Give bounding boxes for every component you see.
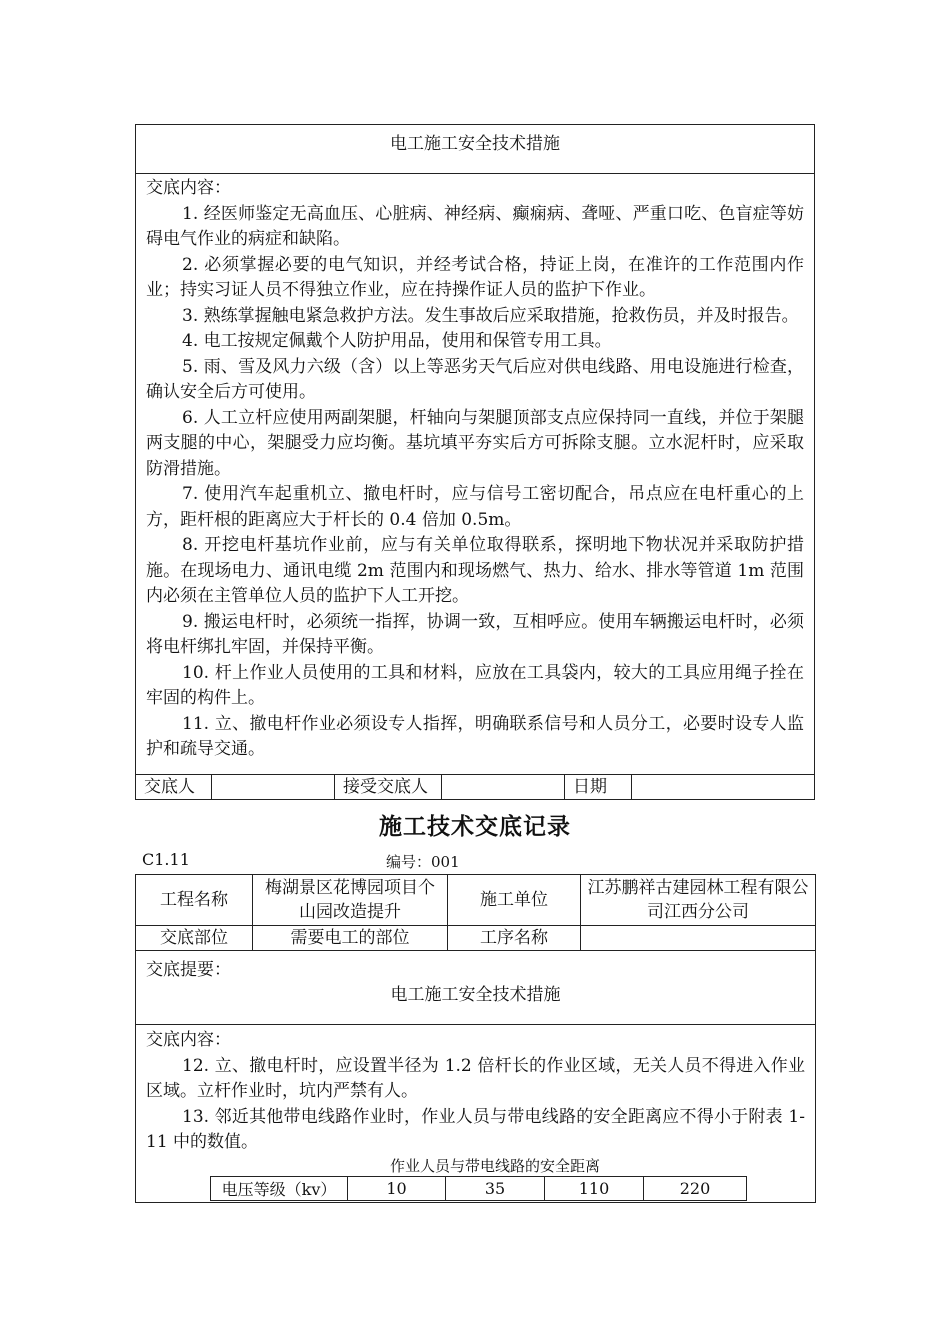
content-paragraph: 12. 立、撤电杆时，应设置半径为 1.2 倍杆长的作业区域，无关人员不得进入作业区域。立杆作业时，坑内严禁有人。 [146, 1055, 805, 1101]
voltage-value: 110 [545, 1177, 644, 1201]
record-code: C1.11 [142, 850, 190, 869]
content-paragraph: 9. 搬运电杆时，必须统一指挥，协调一致，互相呼应。使用车辆搬运电杆时，必须将电杆绑扎牢固，并保持平衡。 [146, 611, 804, 657]
part-label: 交底部位 [136, 926, 253, 951]
voltage-value: 35 [446, 1177, 545, 1201]
content-paragraph: 7. 使用汽车起重机立、撤电杆时，应与信号工密切配合，吊点应在电杆重心的上方，距杆根的距离应大于杆长的 0.4 倍加 0.5m。 [146, 484, 804, 530]
content-paragraph: 5. 雨、雪及风力六级（含）以上等恶劣天气后应对供电线路、用电设施进行检查，确认安全后方可使用。 [146, 356, 804, 402]
content-paragraph: 6. 人工立杆应使用两副架腿，杆轴向与架腿顶部支点应保持同一直线，并位于架腿两支腿的中心，架腿受力应均衡。基坑填平夯实后方可拆除支腿。立水泥杆时，应采取防滑措施。 [146, 407, 804, 479]
voltage-value: 220 [644, 1177, 747, 1201]
part-value: 需要电工的部位 [253, 926, 448, 951]
top-title-cell [135, 124, 815, 174]
content-paragraph: 10. 杆上作业人员使用的工具和材料，应放在工具袋内，较大的工具应用绳子拴在牢固的构件上。 [146, 662, 804, 708]
record-content-label: 交底内容： [146, 1030, 231, 1050]
content-paragraph: 13. 邻近其他带电线路作业时，作业人员与带电线路的安全距离应不得小于附表 1-11 中的数值。 [146, 1106, 805, 1152]
top-content-cell [135, 173, 815, 775]
content-paragraph: 4. 电工按规定佩戴个人防护用品，使用和保管专用工具。 [182, 331, 612, 351]
summary-cell [135, 949, 816, 1025]
content-paragraph: 2. 必须掌握必要的电气知识，并经考试合格，持证上岗，在准许的工作范围内作业；持实习证人员不得独立作业，应在持操作证人员的监护下作业。 [146, 254, 804, 300]
receiver-value[interactable] [442, 775, 565, 799]
signature-row [135, 774, 815, 800]
process-value [581, 926, 816, 951]
record-number: 编号：001 [386, 853, 460, 871]
date-value[interactable] [632, 775, 814, 799]
unit-value: 江苏鹏祥古建园林工程有限公司江西分公司 [581, 875, 816, 926]
unit-label: 施工单位 [448, 875, 581, 926]
content-paragraph: 3. 熟练掌握触电紧急救护方法。发生事故后应采取措施，抢救伤员，并及时报告。 [182, 305, 799, 326]
content-paragraph: 1. 经医师鉴定无高血压、心脏病、神经病、癫痫病、聋哑、严重口吃、色盲症等妨碍电气作业的病症和缺陷。 [146, 203, 804, 249]
receiver-label: 接受交底人 [335, 775, 442, 799]
process-label: 工序名称 [448, 926, 581, 951]
top-content-label: 交底内容： [146, 178, 231, 198]
record-info-table [135, 874, 816, 951]
summary-label: 交底提要： [146, 960, 231, 980]
date-label: 日期 [565, 775, 632, 799]
giver-label: 交底人 [136, 775, 212, 799]
content-paragraph: 8. 开挖电杆基坑作业前，应与有关单位取得联系，探明地下物状况并采取防护措施。在现场电力、通讯电缆 2m 范围内和现场燃气、热力、给水、排水等管道 1m 范围内必须在主管单位人员的监护下人工开挖。 [146, 535, 804, 606]
content-paragraph: 11. 立、撤电杆作业必须设专人指挥，明确联系信号和人员分工，必要时设专人监护和疏导交通。 [146, 713, 804, 759]
project-label: 工程名称 [136, 875, 253, 926]
safety-distance-table [210, 1176, 747, 1201]
summary-title: 电工施工安全技术措施 [390, 985, 561, 1005]
record-title: 施工技术交底记录 [379, 813, 571, 840]
voltage-value: 10 [348, 1177, 446, 1201]
voltage-label: 电压等级（kv） [211, 1177, 348, 1201]
project-value: 梅湖景区花博园项目个山园改造提升 [253, 875, 448, 926]
safety-table-caption: 作业人员与带电线路的安全距离 [389, 1157, 600, 1175]
giver-value[interactable] [212, 775, 335, 799]
top-title: 电工施工安全技术措施 [390, 134, 560, 154]
